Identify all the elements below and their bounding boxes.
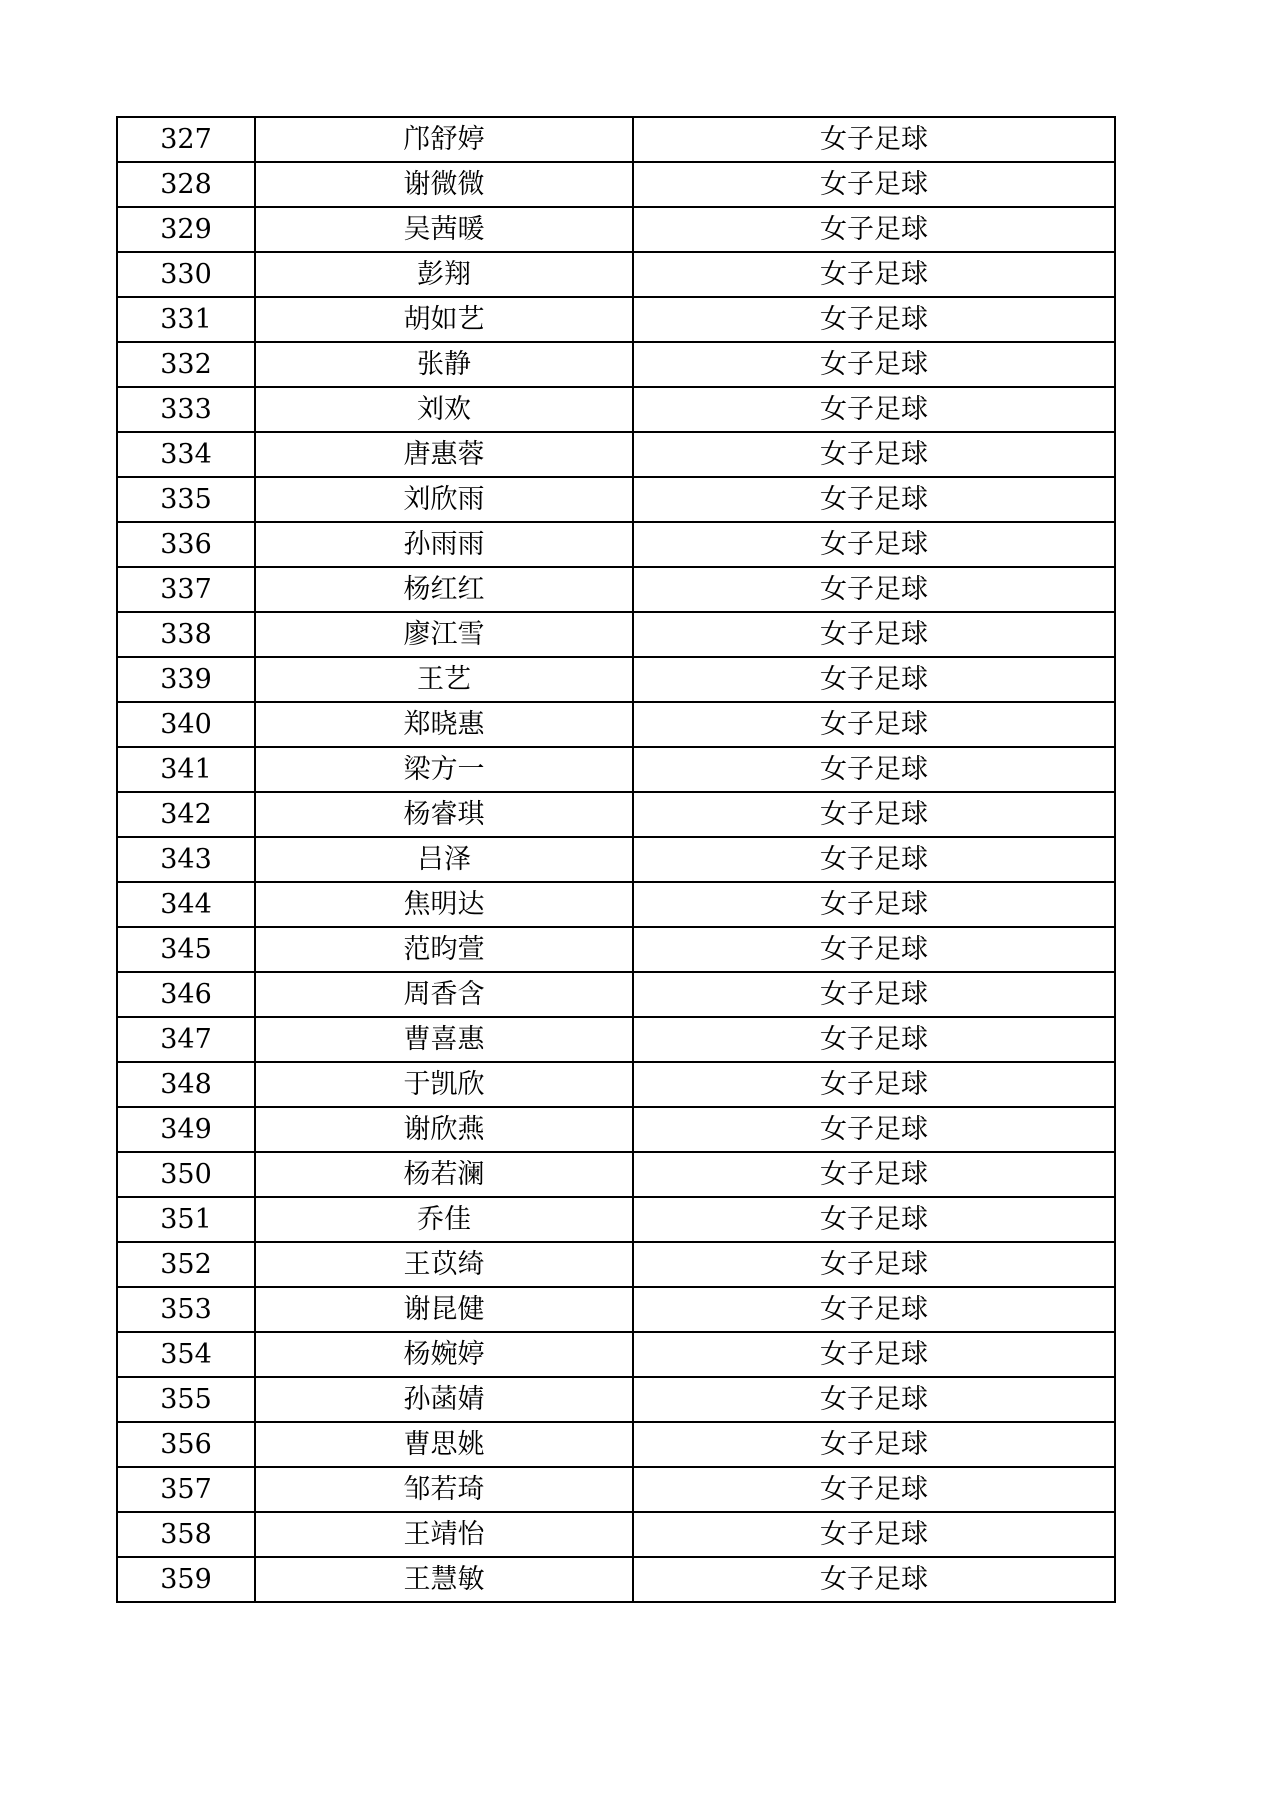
row-number-cell: 350 (117, 1152, 255, 1197)
event-cell: 女子足球 (633, 162, 1115, 207)
table-row (117, 882, 1115, 927)
row-number-cell: 339 (117, 657, 255, 702)
table-row (117, 1107, 1115, 1152)
athlete-name-cell: 杨婉婷 (255, 1332, 633, 1377)
athlete-name-cell: 范昀萱 (255, 927, 633, 972)
row-number-cell: 344 (117, 882, 255, 927)
event-cell: 女子足球 (633, 1287, 1115, 1332)
table-row (117, 1467, 1115, 1512)
event-cell: 女子足球 (633, 837, 1115, 882)
event-cell: 女子足球 (633, 792, 1115, 837)
table-row (117, 792, 1115, 837)
athlete-name-cell: 邝舒婷 (255, 117, 633, 162)
roster-table (116, 116, 1116, 1603)
row-number-cell: 353 (117, 1287, 255, 1332)
table-row (117, 297, 1115, 342)
athlete-name-cell: 杨若澜 (255, 1152, 633, 1197)
athlete-name-cell: 王苡绮 (255, 1242, 633, 1287)
row-number-cell: 336 (117, 522, 255, 567)
athlete-name-cell: 王艺 (255, 657, 633, 702)
row-number-cell: 354 (117, 1332, 255, 1377)
athlete-name-cell: 唐惠蓉 (255, 432, 633, 477)
row-number-cell: 346 (117, 972, 255, 1017)
row-number-cell: 347 (117, 1017, 255, 1062)
event-cell: 女子足球 (633, 927, 1115, 972)
event-cell: 女子足球 (633, 612, 1115, 657)
table-row (117, 1242, 1115, 1287)
event-cell: 女子足球 (633, 252, 1115, 297)
event-cell: 女子足球 (633, 207, 1115, 252)
event-cell: 女子足球 (633, 1467, 1115, 1512)
athlete-name-cell: 邹若琦 (255, 1467, 633, 1512)
table-row (117, 342, 1115, 387)
athlete-name-cell: 刘欢 (255, 387, 633, 432)
table-row (117, 1152, 1115, 1197)
row-number-cell: 332 (117, 342, 255, 387)
table-row (117, 1332, 1115, 1377)
event-cell: 女子足球 (633, 1557, 1115, 1602)
event-cell: 女子足球 (633, 1197, 1115, 1242)
table-row (117, 207, 1115, 252)
row-number-cell: 327 (117, 117, 255, 162)
row-number-cell: 328 (117, 162, 255, 207)
row-number-cell: 342 (117, 792, 255, 837)
event-cell: 女子足球 (633, 1332, 1115, 1377)
row-number-cell: 334 (117, 432, 255, 477)
row-number-cell: 329 (117, 207, 255, 252)
table-row (117, 162, 1115, 207)
athlete-name-cell: 孙雨雨 (255, 522, 633, 567)
row-number-cell: 341 (117, 747, 255, 792)
table-row (117, 1017, 1115, 1062)
row-number-cell: 333 (117, 387, 255, 432)
athlete-name-cell: 吴茜暖 (255, 207, 633, 252)
row-number-cell: 351 (117, 1197, 255, 1242)
event-cell: 女子足球 (633, 882, 1115, 927)
row-number-cell: 357 (117, 1467, 255, 1512)
event-cell: 女子足球 (633, 972, 1115, 1017)
row-number-cell: 358 (117, 1512, 255, 1557)
event-cell: 女子足球 (633, 432, 1115, 477)
athlete-name-cell: 胡如艺 (255, 297, 633, 342)
row-number-cell: 343 (117, 837, 255, 882)
row-number-cell: 330 (117, 252, 255, 297)
event-cell: 女子足球 (633, 477, 1115, 522)
table-row (117, 1197, 1115, 1242)
table-row (117, 117, 1115, 162)
table-row (117, 657, 1115, 702)
event-cell: 女子足球 (633, 1377, 1115, 1422)
event-cell: 女子足球 (633, 522, 1115, 567)
table-row (117, 387, 1115, 432)
event-cell: 女子足球 (633, 747, 1115, 792)
athlete-name-cell: 谢昆健 (255, 1287, 633, 1332)
athlete-name-cell: 张静 (255, 342, 633, 387)
athlete-name-cell: 杨红红 (255, 567, 633, 612)
row-number-cell: 337 (117, 567, 255, 612)
athlete-name-cell: 廖江雪 (255, 612, 633, 657)
event-cell: 女子足球 (633, 117, 1115, 162)
table-row (117, 1287, 1115, 1332)
table-row (117, 567, 1115, 612)
event-cell: 女子足球 (633, 1242, 1115, 1287)
athlete-name-cell: 谢微微 (255, 162, 633, 207)
event-cell: 女子足球 (633, 1152, 1115, 1197)
row-number-cell: 359 (117, 1557, 255, 1602)
event-cell: 女子足球 (633, 657, 1115, 702)
athlete-name-cell: 刘欣雨 (255, 477, 633, 522)
row-number-cell: 340 (117, 702, 255, 747)
athlete-name-cell: 于凯欣 (255, 1062, 633, 1107)
event-cell: 女子足球 (633, 297, 1115, 342)
table-row (117, 1062, 1115, 1107)
row-number-cell: 348 (117, 1062, 255, 1107)
event-cell: 女子足球 (633, 387, 1115, 432)
athlete-name-cell: 曹喜惠 (255, 1017, 633, 1062)
row-number-cell: 338 (117, 612, 255, 657)
table-row (117, 702, 1115, 747)
athlete-name-cell: 曹思姚 (255, 1422, 633, 1467)
athlete-name-cell: 郑晓惠 (255, 702, 633, 747)
table-row (117, 612, 1115, 657)
table-row (117, 747, 1115, 792)
athlete-name-cell: 周香含 (255, 972, 633, 1017)
table-row (117, 432, 1115, 477)
row-number-cell: 349 (117, 1107, 255, 1152)
event-cell: 女子足球 (633, 702, 1115, 747)
athlete-name-cell: 杨睿琪 (255, 792, 633, 837)
athlete-name-cell: 吕泽 (255, 837, 633, 882)
event-cell: 女子足球 (633, 342, 1115, 387)
table-row (117, 837, 1115, 882)
table-row (117, 972, 1115, 1017)
athlete-name-cell: 彭翔 (255, 252, 633, 297)
table-row (117, 477, 1115, 522)
table-row (117, 252, 1115, 297)
athlete-name-cell: 焦明达 (255, 882, 633, 927)
table-row (117, 522, 1115, 567)
table-row (117, 1557, 1115, 1602)
row-number-cell: 345 (117, 927, 255, 972)
event-cell: 女子足球 (633, 567, 1115, 612)
row-number-cell: 355 (117, 1377, 255, 1422)
row-number-cell: 352 (117, 1242, 255, 1287)
athlete-name-cell: 孙菡婧 (255, 1377, 633, 1422)
event-cell: 女子足球 (633, 1017, 1115, 1062)
athlete-name-cell: 乔佳 (255, 1197, 633, 1242)
table-row (117, 1377, 1115, 1422)
athlete-name-cell: 王靖怡 (255, 1512, 633, 1557)
row-number-cell: 356 (117, 1422, 255, 1467)
row-number-cell: 335 (117, 477, 255, 522)
roster-table-body (117, 117, 1115, 1602)
athlete-name-cell: 谢欣燕 (255, 1107, 633, 1152)
table-row (117, 1512, 1115, 1557)
row-number-cell: 331 (117, 297, 255, 342)
event-cell: 女子足球 (633, 1512, 1115, 1557)
table-row (117, 927, 1115, 972)
event-cell: 女子足球 (633, 1107, 1115, 1152)
athlete-name-cell: 王慧敏 (255, 1557, 633, 1602)
athlete-name-cell: 梁方一 (255, 747, 633, 792)
table-row (117, 1422, 1115, 1467)
event-cell: 女子足球 (633, 1062, 1115, 1107)
event-cell: 女子足球 (633, 1422, 1115, 1467)
